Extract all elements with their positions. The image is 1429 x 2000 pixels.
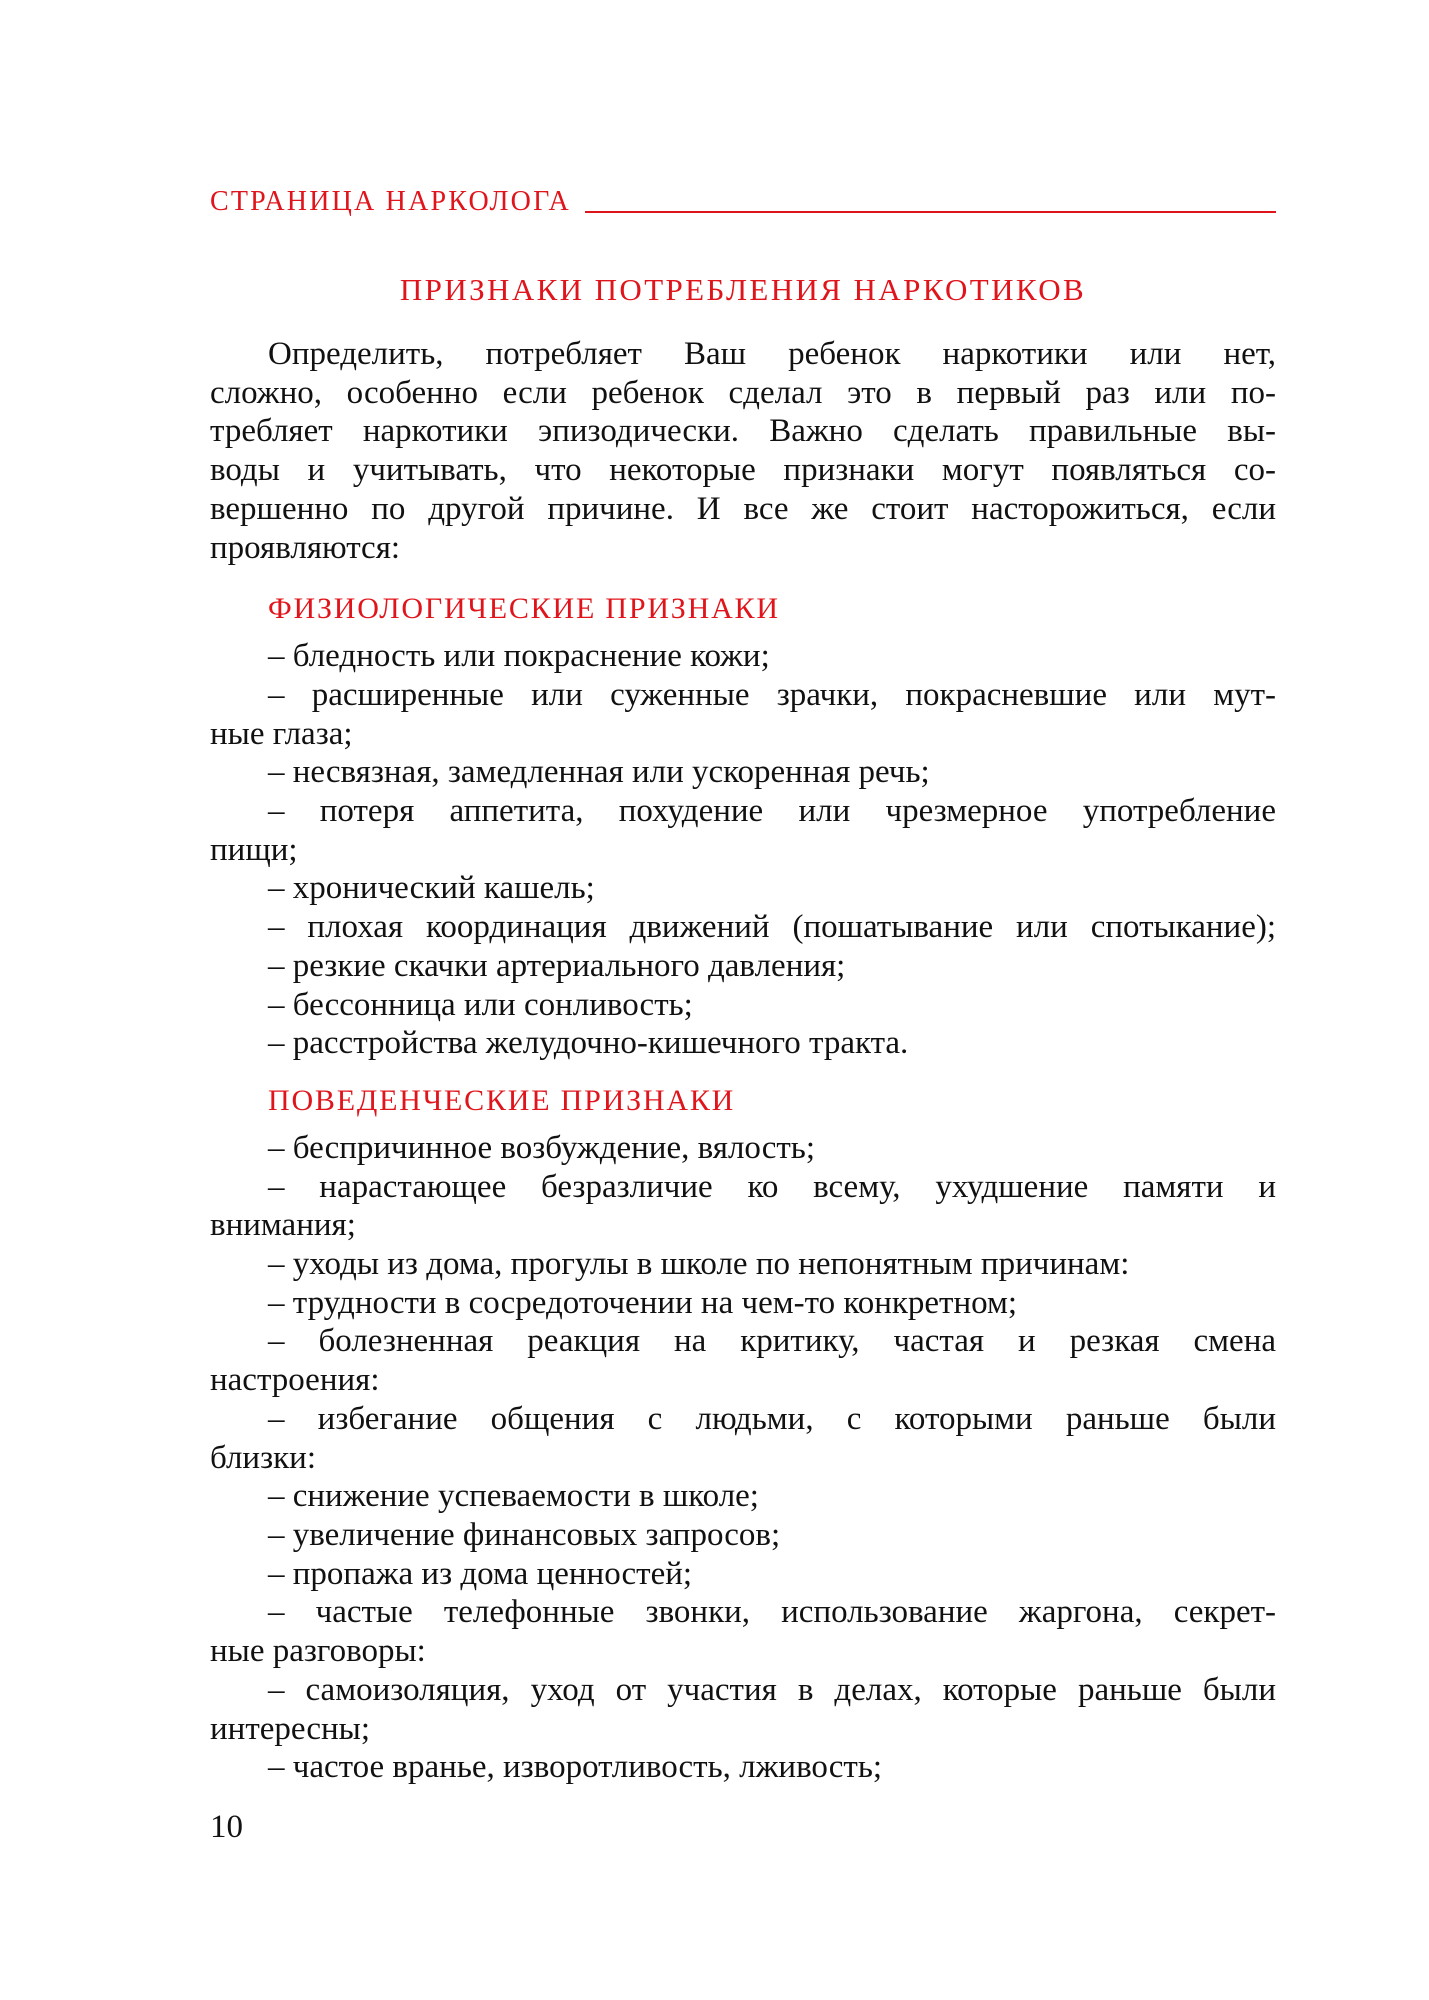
intro-line: Определить, потребляет Ваш ребенок наркотики или нет,: [268, 336, 1276, 372]
intro-line: проявляются:: [210, 529, 401, 566]
page: [210, 0, 1276, 2000]
list-item: – частое вранье, изворотливость, лживость;: [268, 1749, 883, 1786]
behavioral-heading: ПОВЕДЕНЧЕСКИЕ ПРИЗНАКИ: [268, 1083, 736, 1117]
list-item-line: настроения:: [210, 1362, 380, 1399]
list-item-line: – потеря аппетита, похудение или чрезмерное употребление: [268, 793, 1276, 830]
list-item: [210, 1671, 1276, 1748]
list-item-line: ные разговоры:: [210, 1633, 426, 1670]
list-item: [210, 1400, 1276, 1477]
list-item: [210, 1322, 1276, 1399]
list-item: – снижение успеваемости в школе;: [268, 1478, 759, 1515]
intro-line: воды и учитывать, что некоторые признаки могут появляться со-: [210, 452, 1276, 489]
list-item: – резкие скачки артериального давления;: [268, 947, 846, 984]
list-item: – плохая координация движений (пошатывание или спотыкание);: [268, 909, 1276, 946]
intro-paragraph: [210, 335, 1276, 567]
list-item-line: внимания;: [210, 1207, 356, 1244]
list-item: [210, 792, 1276, 869]
intro-line: требляет наркотики эпизодически. Важно сделать правильные вы-: [210, 413, 1276, 450]
article-title: ПРИЗНАКИ ПОТРЕБЛЕНИЯ НАРКОТИКОВ: [399, 272, 1087, 307]
list-item: – увеличение финансовых запросов;: [268, 1516, 781, 1553]
list-item: [210, 676, 1276, 753]
article-body: [210, 335, 1276, 1787]
running-header-title: СТРАНИЦА НАРКОЛОГА: [210, 186, 571, 217]
list-item: – уходы из дома, прогулы в школе по непонятным причинам:: [268, 1246, 1130, 1283]
list-item: [210, 1593, 1276, 1670]
list-item: – пропажа из дома ценностей;: [268, 1555, 693, 1592]
list-item-line: – избегание общения с людьми, с которыми раньше были: [268, 1400, 1276, 1437]
list-item-line: – нарастающее безразличие ко всему, ухудшение памяти и: [268, 1168, 1276, 1205]
list-item: – бессонница или сонливость;: [268, 986, 693, 1023]
list-item: – несвязная, замедленная или ускоренная речь;: [268, 754, 930, 791]
list-item-line: – частые телефонные звонки, использование жаргона, секрет-: [268, 1594, 1276, 1631]
physiological-list: [210, 637, 1276, 1063]
running-header: [210, 186, 1276, 218]
list-item: [210, 1168, 1276, 1245]
list-item: – трудности в сосредоточении на чем-то конкретном;: [268, 1284, 1018, 1321]
list-item: – беспричинное возбуждение, вялость;: [268, 1129, 816, 1166]
intro-line: сложно, особенно если ребенок сделал это в первый раз или по-: [210, 374, 1276, 411]
list-item: – хронический кашель;: [268, 870, 595, 907]
behavioral-list: [210, 1129, 1276, 1787]
list-item-line: близки:: [210, 1439, 316, 1476]
header-rule: [585, 211, 1276, 213]
page-number: 10: [210, 1809, 243, 1845]
list-item: – бледность или покраснение кожи;: [268, 638, 770, 675]
list-item-line: интересны;: [210, 1710, 371, 1747]
list-item-line: ные глаза;: [210, 715, 353, 752]
intro-line: вершенно по другой причине. И все же стоит насторожиться, если: [210, 490, 1276, 527]
physiological-heading: ФИЗИОЛОГИЧЕСКИЕ ПРИЗНАКИ: [268, 592, 780, 626]
list-item-line: – расширенные или суженные зрачки, покрасневшие или мут-: [268, 676, 1276, 713]
list-item: – расстройства желудочно-кишечного тракта.: [268, 1025, 909, 1062]
list-item-line: – самоизоляция, уход от участия в делах, которые раньше были: [268, 1671, 1276, 1708]
list-item-line: пищи;: [210, 831, 298, 868]
list-item-line: – болезненная реакция на критику, частая и резкая смена: [268, 1323, 1276, 1360]
